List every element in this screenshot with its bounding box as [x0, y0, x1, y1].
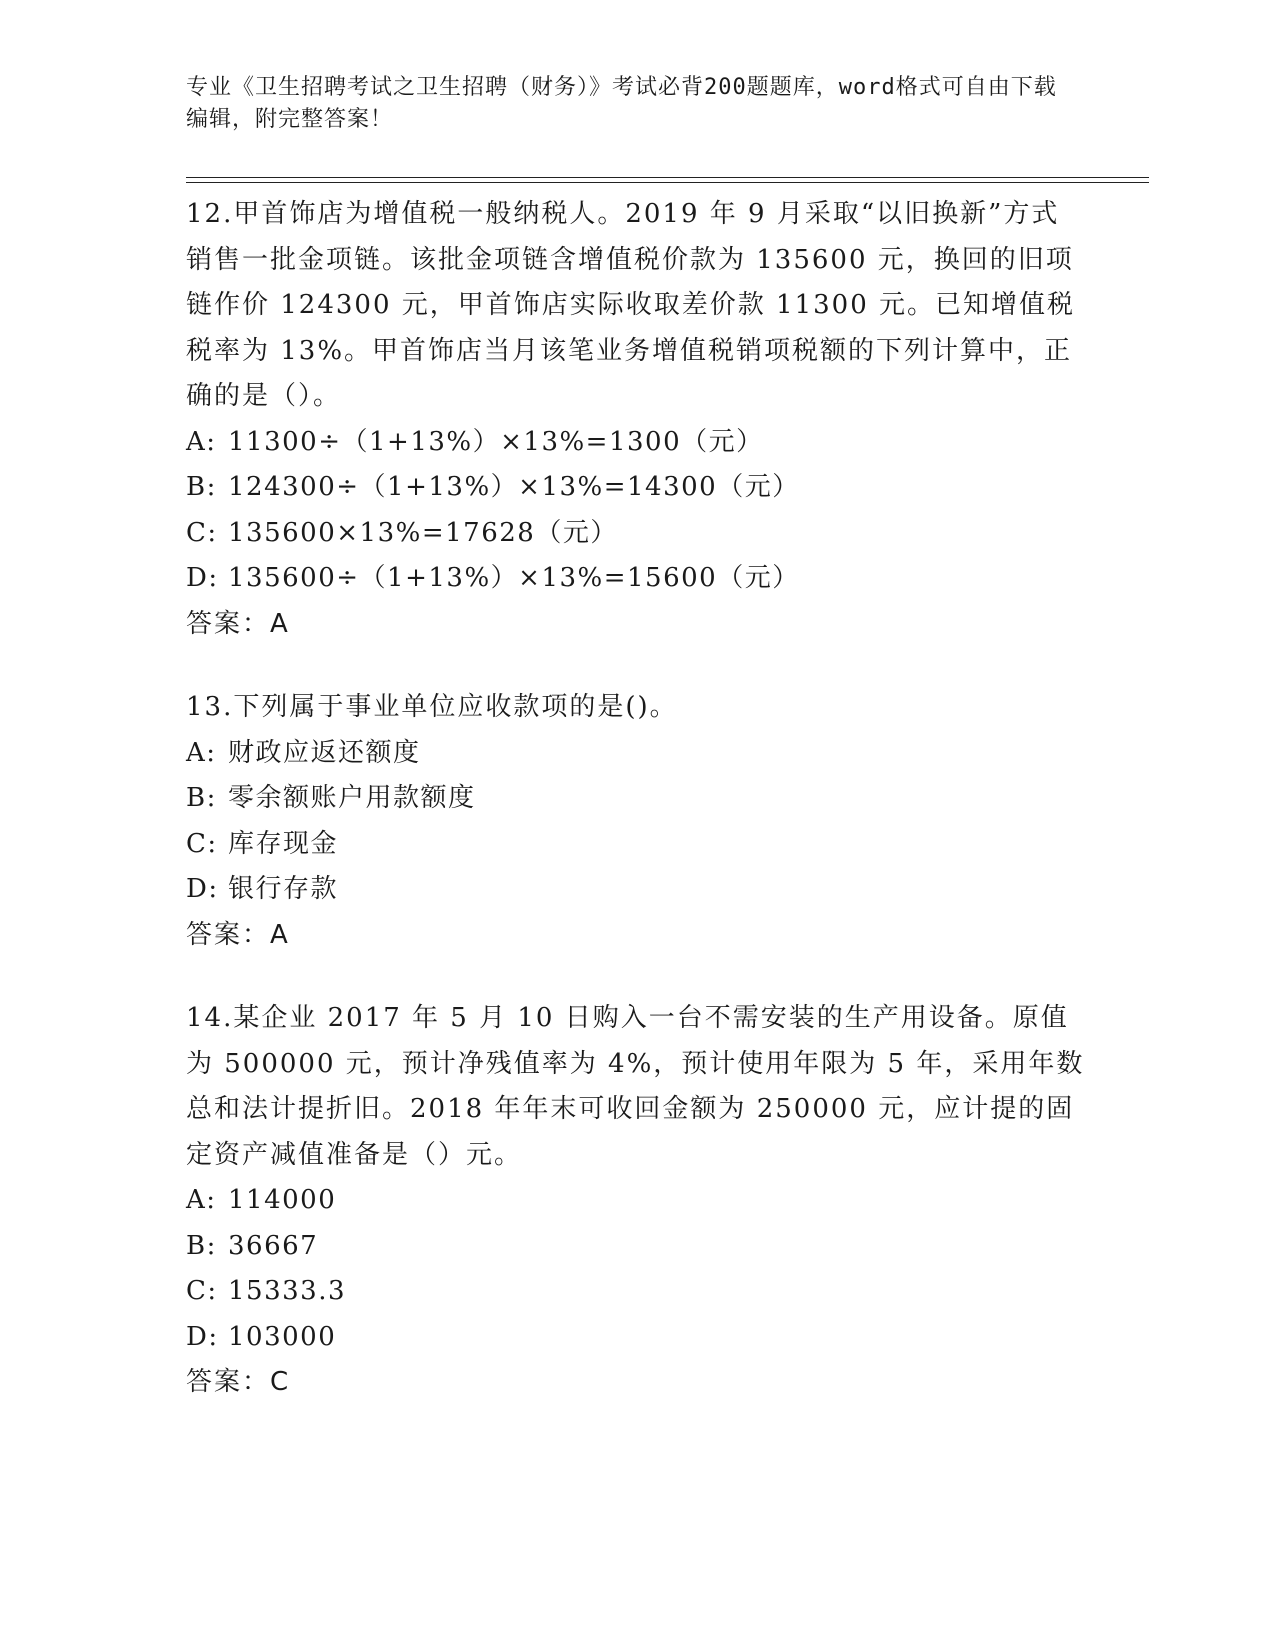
option-letter: A:: [186, 426, 217, 457]
option-c: [186, 822, 1086, 868]
option-letter: B:: [186, 1230, 217, 1261]
header-divider-bottom: [186, 182, 1149, 183]
question-stem: 12.甲首饰店为增值税一般纳税人。2019 年 9 月采取“以旧换新”方式销售一批金项链。该批金项链含增值税价款为 135600 元，换回的旧项链作价 124300 元，甲首饰店实际收取差价款 11300 元。已知增值税税率为 13%。甲首饰店当月该笔业务增值税销项税额的下列计算中，正确的是（）。: [186, 199, 1076, 411]
option-text: 103000: [228, 1321, 337, 1352]
option-b: [186, 465, 1086, 511]
answer-line: 答案：A: [186, 919, 290, 950]
option-d: [186, 556, 1086, 602]
option-text: 135600÷（1+13%）×13%=15600（元）: [228, 563, 800, 593]
option-a: [186, 731, 1086, 777]
option-text: 银行存款: [228, 874, 339, 904]
option-text: 财政应返还额度: [228, 737, 421, 768]
option-text: 135600×13%=17628（元）: [228, 517, 618, 548]
option-text: 库存现金: [228, 828, 339, 859]
option-text: 11300÷（1+13%）×13%=1300（元）: [228, 426, 764, 457]
option-letter: C:: [186, 517, 218, 548]
question-stem: 13.下列属于事业单位应收款项的是()。: [186, 692, 678, 722]
option-text: 36667: [228, 1230, 319, 1261]
answer-line: 答案：A: [186, 608, 290, 639]
option-letter: D:: [186, 563, 219, 593]
option-letter: A:: [186, 737, 217, 768]
header-divider-top: [186, 177, 1149, 178]
option-text: 124300÷（1+13%）×13%=14300（元）: [228, 472, 800, 502]
option-text: 零余额账户用款额度: [228, 783, 476, 813]
option-letter: A:: [186, 1185, 217, 1215]
question-item-13: [186, 685, 1086, 958]
option-d: [186, 1315, 1086, 1361]
option-letter: D:: [186, 874, 219, 904]
document-header: 专业《卫生招聘考试之卫生招聘（财务）》考试必背200题题库，word格式可自由下载编辑，附完整答案！: [186, 75, 1057, 132]
option-letter: B:: [186, 783, 217, 813]
option-letter: D:: [186, 1321, 219, 1352]
option-c: [186, 511, 1086, 557]
option-text: 15333.3: [228, 1276, 347, 1306]
option-b: [186, 1224, 1086, 1270]
option-a: [186, 420, 1086, 466]
answer-line: 答案：C: [186, 1367, 291, 1397]
option-a: [186, 1178, 1086, 1224]
option-letter: C:: [186, 828, 218, 859]
option-letter: B:: [186, 472, 217, 502]
option-b: [186, 776, 1086, 822]
question-item-12: [186, 192, 1086, 647]
option-c: [186, 1269, 1086, 1315]
option-text: 114000: [228, 1185, 337, 1215]
question-stem: 14.某企业 2017 年 5 月 10 日购入一台不需安装的生产用设备。原值为 500000 元，预计净残值率为 4%，预计使用年限为 5 年，采用年数总和法计提折旧。2018 年年末可收回金额为 250000 元，应计提的固定资产减值准备是（）元。: [186, 1003, 1085, 1170]
question-list: [186, 192, 1086, 1444]
question-item-14: [186, 996, 1086, 1406]
option-letter: C:: [186, 1276, 218, 1306]
option-d: [186, 867, 1086, 913]
